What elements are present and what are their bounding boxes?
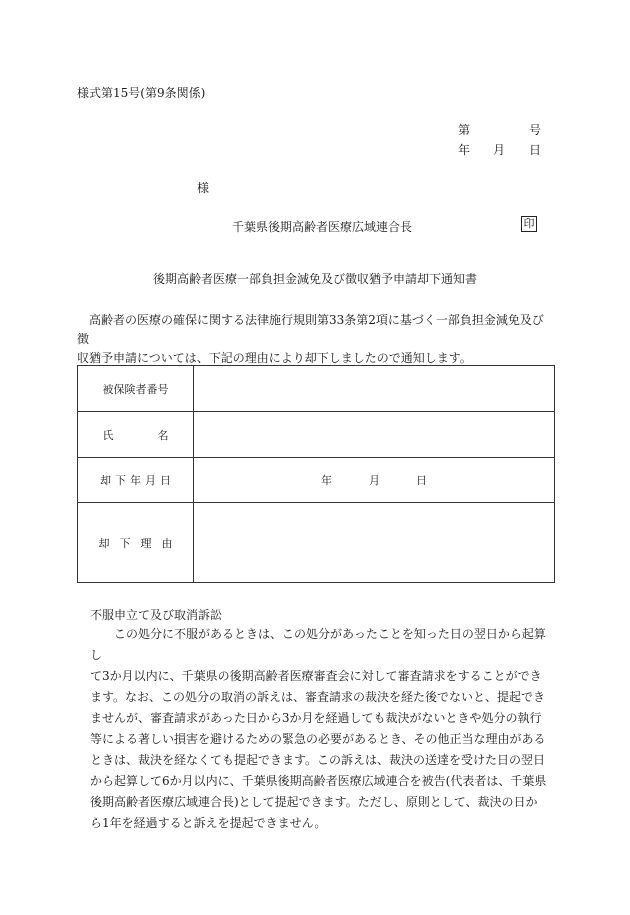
appeal-line: ます。なお、この処分の取消の訴えは、審査請求の裁決を経た後でないと、提起でき — [90, 690, 546, 704]
table-row — [78, 503, 555, 583]
seal-mark: 印 — [521, 216, 537, 232]
appeal-line: 等による著しい損害を避けるための緊急の必要があるとき、その他正当な理由がある — [90, 732, 546, 746]
rejection-reason-value — [194, 503, 555, 583]
rejection-reason-label: 却下理由 — [78, 503, 194, 583]
appeal-line: ら1年を経過すると訴えを提起できません。 — [90, 816, 327, 830]
recipient-suffix: 様 — [197, 181, 210, 195]
rejection-date-year: 年 — [321, 474, 332, 487]
date-month-label: 月 — [493, 143, 506, 157]
appeal-line: ませんが、審査請求があった日から3か月を経過しても裁決がないときや処分の執行 — [90, 711, 542, 725]
insured-number-value — [194, 366, 555, 412]
appeal-line: から起算して6か月以内に、千葉県後期高齢者医療広域連合を被告(代表者は、千葉県 — [90, 774, 547, 788]
info-table — [77, 365, 555, 583]
rejection-date-value — [194, 458, 555, 503]
name-label: 氏名 — [78, 412, 194, 458]
date-day-label: 日 — [529, 143, 542, 157]
name-value — [194, 412, 555, 458]
doc-number-prefix: 第 — [458, 123, 471, 137]
appeal-line: ときは、裁決を経なくても提起できます。この訴えは、裁決の送達を受けた日の翌日 — [90, 753, 546, 767]
date-year-label: 年 — [458, 143, 471, 157]
appeal-line: 後期高齢者医療広域連合長)として提起できます。ただし、原則として、裁決の日か — [90, 795, 538, 809]
document-title: 後期高齢者医療一部負担金減免及び徴収猶予申請却下通知書 — [152, 272, 477, 286]
rejection-date-month: 月 — [369, 474, 380, 487]
table-row — [78, 458, 555, 503]
body-text — [77, 311, 555, 368]
body-line-1: 高齢者の医療の確保に関する法律施行規則第33条第2項に基づく一部負担金減免及び徴 — [77, 313, 544, 346]
table-row — [78, 412, 555, 458]
rejection-date-label: 却下年月日 — [78, 458, 194, 503]
appeal-line: て3か月以内に、千葉県の後期高齢者医療審査会に対して審査請求をすることができ — [90, 669, 542, 683]
rejection-date-day: 日 — [416, 474, 427, 487]
insured-number-label: 被保険者番号 — [78, 366, 194, 412]
form-number: 様式第15号(第9条関係) — [77, 86, 206, 100]
appeal-heading: 不服申立て及び取消訴訟 — [90, 608, 223, 622]
appeal-text — [90, 624, 555, 834]
body-line-2: 収猶予申請については、下記の理由により却下しましたので通知します。 — [77, 351, 472, 365]
appeal-line: この処分に不服があるときは、この処分があったことを知った日の翌日から起算し — [90, 627, 546, 662]
doc-number-suffix: 号 — [529, 123, 542, 137]
issuer-name: 千葉県後期高齢者医療広域連合長 — [232, 220, 413, 234]
table-row — [78, 366, 555, 412]
